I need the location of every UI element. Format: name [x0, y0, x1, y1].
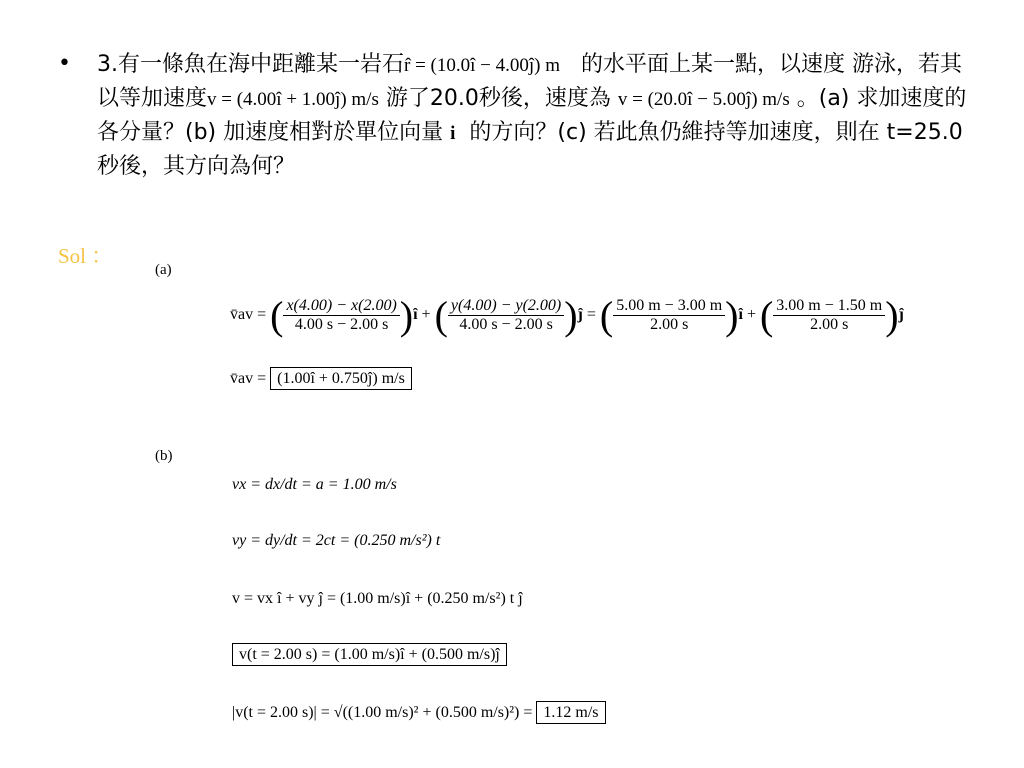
problem-part4: 。(a) 求加速度的各分量？(b) 加速度相對於單位向量	[97, 86, 967, 145]
fraction-y: $\frac{y(4.00) - y(2.00)}{4.00 s - 2.00 s}$	[448, 297, 564, 334]
speed-result-boxed: 1.12 m/s	[536, 701, 605, 724]
part-a-label: (a)	[155, 262, 172, 278]
vy-equation: vy = dy/dt = 2ct = (0.250 m/s²) t	[232, 532, 441, 549]
problem-part3: 游了20.0秒後，速度為	[385, 86, 611, 111]
solution-label: Sol ：	[58, 244, 113, 268]
problem-part2: 的水平面上某一點，以速度 游泳，若其以等加速度	[97, 52, 962, 111]
part-b-label: (b)	[155, 448, 173, 464]
avg-velocity-lhs: v̄av =	[230, 306, 267, 324]
speed-equation: |v(t = 2.00 s)| = √((1.00 m/s)² + (0.500 m/s)²) = 1.12 m/s	[232, 704, 606, 722]
average-velocity-boxed: (1.00î + 0.750ĵ) m/s	[270, 367, 412, 390]
problem-text	[97, 48, 977, 183]
problem-part5: 的方向？(c) 若此魚仍維持等加速度，則在 t=25.0秒後，其方向為何？	[97, 120, 963, 179]
fraction-x-values: $\frac{5.00 m - 3.00 m}{2.00 s}$	[613, 297, 725, 334]
unit-vector-i: i	[450, 123, 456, 144]
final-velocity-formula: v = (20.0î − 5.00ĵ) m/s	[617, 89, 790, 110]
average-velocity-equation: v̄av = ( $\frac{x(4.00) - x(2.00)}{4.00 s - 2.00 s}$ )î + ( $\frac{y(4.00) - y(2.00)}{4.00 s - 2.00 s}$ )ĵ = ( $\frac{5.00 m - 3.00 m}{2.00 s}$ )î + ( $\frac{3.00 m - 1.50 m}{2.00 s}$ )ĵ	[230, 293, 904, 338]
velocity-vector-equation: v = vx î + vy ĵ = (1.00 m/s)î + (0.250 m/s²) t ĵ	[232, 590, 523, 607]
bullet-icon: •	[58, 51, 71, 76]
initial-position-formula: r̂ = (10.0î − 4.00ĵ) m	[404, 55, 560, 76]
vx-equation: vx = dx/dt = a = 1.00 m/s	[232, 476, 397, 493]
fraction-x: $\frac{x(4.00) - x(2.00)}{4.00 s - 2.00 s}$	[283, 297, 399, 334]
average-velocity-result: v̄av = (1.00î + 0.750ĵ) m/s	[230, 370, 412, 388]
fraction-y-values: $\frac{3.00 m - 1.50 m}{2.00 s}$	[773, 297, 885, 334]
problem-part1: 3.有一條魚在海中距離某一岩石	[97, 52, 404, 77]
initial-velocity-formula: v = (4.00î + 1.00ĵ) m/s	[207, 89, 379, 110]
velocity-at-t-equation: v(t = 2.00 s) = (1.00 m/s)î + (0.500 m/s)ĵ	[232, 646, 507, 664]
